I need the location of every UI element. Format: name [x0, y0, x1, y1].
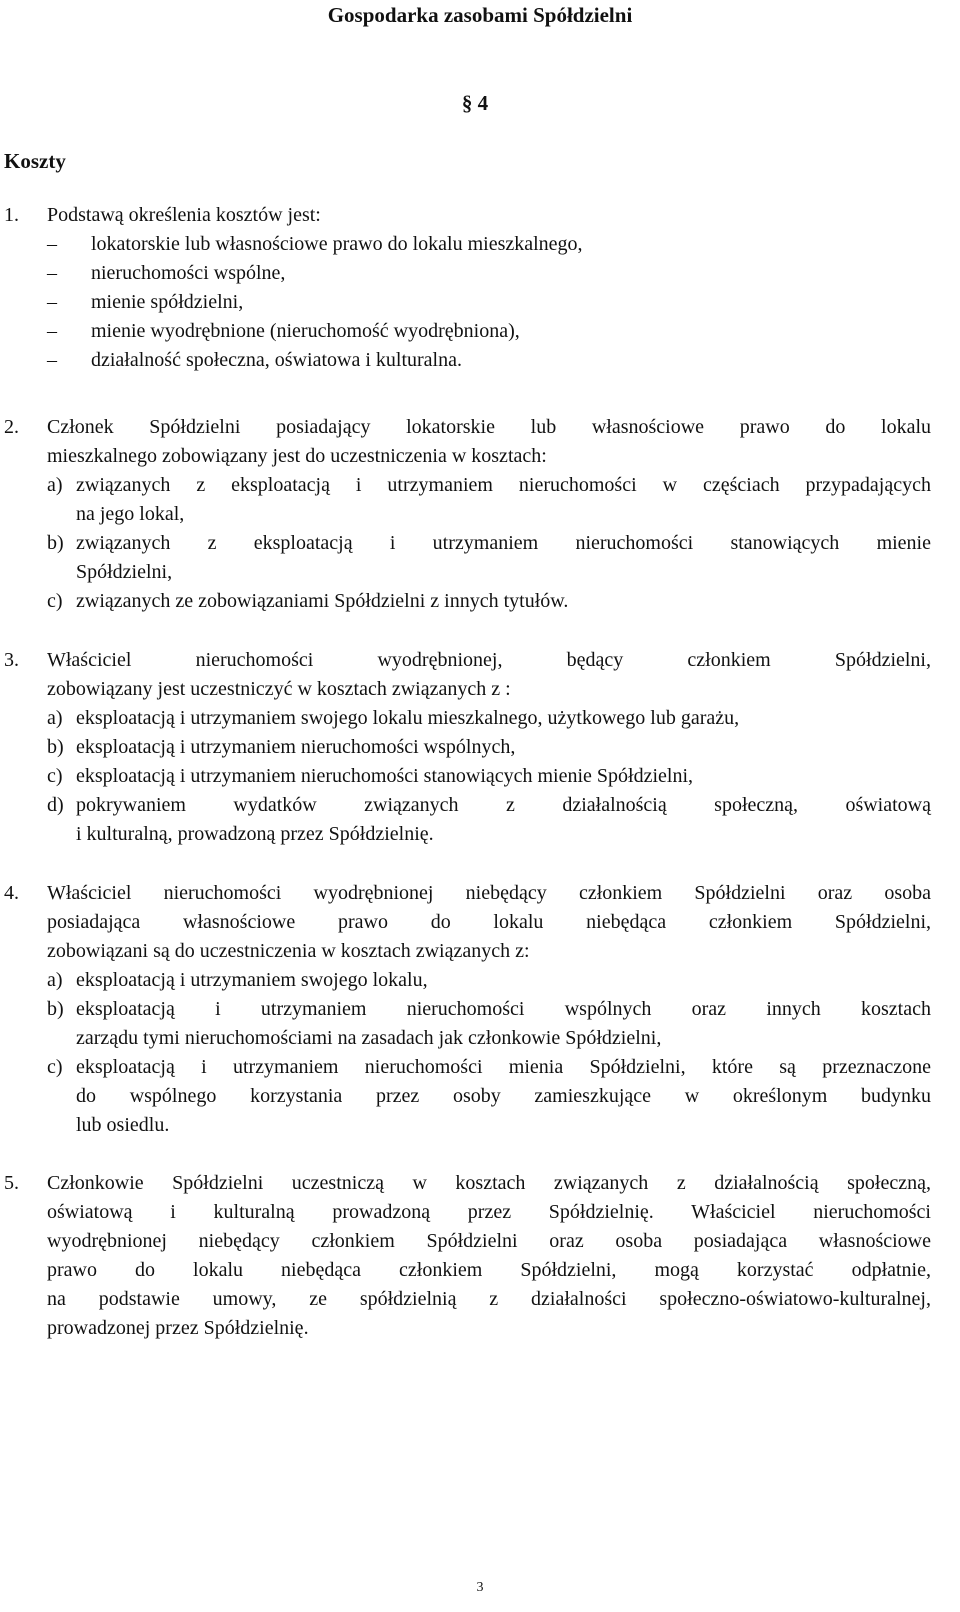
sub-item-a: a) związanych z eksploatacją i utrzymaniem nieruchomości w częściach przypadających [47, 474, 931, 496]
dash-bullet: – [47, 262, 57, 284]
paragraph-3: 3. Właściciel nieruchomości wyodrębnionej, będący członkiem Spółdzielni, zobowiązany jest uczestniczyć w kosztach związanych z : a) eksploatacją i utrzymaniem swojego lokalu mieszkalnego, użytkowego lub garażu, b) eksploatacją i utrzymaniem nieruchomości wspólnych, c) eksploatacją i utrzymaniem nieruchomości stanowiących mienie Spółdzielni, d) pokrywaniem wydatków związanych z działalnością społeczną, oświatową i kulturalną, prowadzoną przez Spółdzielnię. [0, 646, 960, 849]
dash-bullet: – [47, 233, 57, 255]
dash-bullet: – [47, 291, 57, 313]
sub-item-c: c) eksploatacją i utrzymaniem nieruchomości mienia Spółdzielni, które są przeznaczone [47, 1056, 931, 1078]
list-item: – nieruchomości wspólne, [0, 259, 960, 288]
paragraph-number: 2. [4, 416, 19, 438]
sub-item-d: d) pokrywaniem wydatków związanych z działalnością społeczną, oświatową [47, 794, 931, 816]
paragraph-number: 5. [4, 1172, 19, 1194]
dash-bullet: – [47, 320, 57, 342]
paragraph-number: 4. [4, 882, 19, 904]
sub-item-b: b) związanych z eksploatacją i utrzymaniem nieruchomości stanowiących mienie [47, 532, 931, 554]
paragraph-number: 3. [4, 649, 19, 671]
list-item: – mienie spółdzielni, [0, 288, 960, 317]
sub-item-a: a) eksploatacją i utrzymaniem swojego lokalu mieszkalnego, użytkowego lub garażu, [47, 707, 740, 729]
paragraph-5: 5. Członkowie Spółdzielni uczestniczą w kosztach związanych z działalnością społeczną, oświatową i kulturalną prowadzoną przez Spółdzielnię. Właściciel nieruchomości wyodrębnionej niebędący członkiem Spółdzielni oraz osoba posiadająca własnościowe prawo do lokalu niebędąca członkiem Spółdzielni, mogą korzystać odpłatnie, na podstawie umowy, ze spółdzielnią z działalności społeczno-oświatowo-kulturalnej, prowadzonej przez Spółdzielnię. [0, 1169, 960, 1343]
sub-item-c: c) związanych ze zobowiązaniami Spółdzielni z innych tytułów. [47, 590, 569, 612]
list-item: – mienie wyodrębnione (nieruchomość wyodrębniona), [0, 317, 960, 346]
paragraph-1 [0, 201, 960, 375]
page-number: 3 [476, 1580, 484, 1595]
paragraph-4: 4. Właściciel nieruchomości wyodrębnionej niebędący członkiem Spółdzielni oraz osoba posiadająca własnościowe prawo do lokalu niebędąca członkiem Spółdzielni, zobowiązani są do uczestniczenia w kosztach związanych z: a) eksploatacją i utrzymaniem swojego lokalu, b) eksploatacją i utrzymaniem nieruchomości wspólnych oraz innych kosztach zarządu tymi nieruchomościami na zasadach jak członkowie Spółdzielni, c) eksploatacją i utrzymaniem nieruchomości mienia Spółdzielni, które są przeznaczone do wspólnego korzystania przez osoby zamieszkujące w określonym budynku lub osiedlu. [0, 879, 960, 1140]
list-item: – lokatorskie lub własnościowe prawo do lokalu mieszkalnego, [0, 230, 960, 259]
dash-bullet: – [47, 349, 57, 371]
paragraph-2: 2. Członek Spółdzielni posiadający lokatorskie lub własnościowe prawo do lokalu mieszkalnego zobowiązany jest do uczestniczenia w kosztach: a) związanych z eksploatacją i utrzymaniem nieruchomości w częściach przypadających na jego lokal, b) związanych z eksploatacją i utrzymaniem nieruchomości stanowiących mienie Spółdzielni, c) związanych ze zobowiązaniami Spółdzielni z innych tytułów. [0, 413, 960, 616]
paragraph-intro: Podstawą określenia kosztów jest: [47, 204, 321, 226]
sub-item-b: b) eksploatacją i utrzymaniem nieruchomości wspólnych, [47, 736, 516, 758]
section-heading: Koszty [4, 149, 66, 173]
sub-item-b: b) eksploatacją i utrzymaniem nieruchomości wspólnych oraz innych kosztach [47, 998, 931, 1020]
paragraph-number: 1. [4, 204, 19, 226]
sub-item-a: a) eksploatacją i utrzymaniem swojego lokalu, [47, 969, 428, 991]
document-header-title: Gospodarka zasobami Spółdzielni [327, 3, 633, 27]
sub-item-c: c) eksploatacją i utrzymaniem nieruchomości stanowiących mienie Spółdzielni, [47, 765, 694, 787]
section-mark: § 4 [461, 91, 489, 115]
list-item: – działalność społeczna, oświatowa i kulturalna. [0, 346, 960, 375]
